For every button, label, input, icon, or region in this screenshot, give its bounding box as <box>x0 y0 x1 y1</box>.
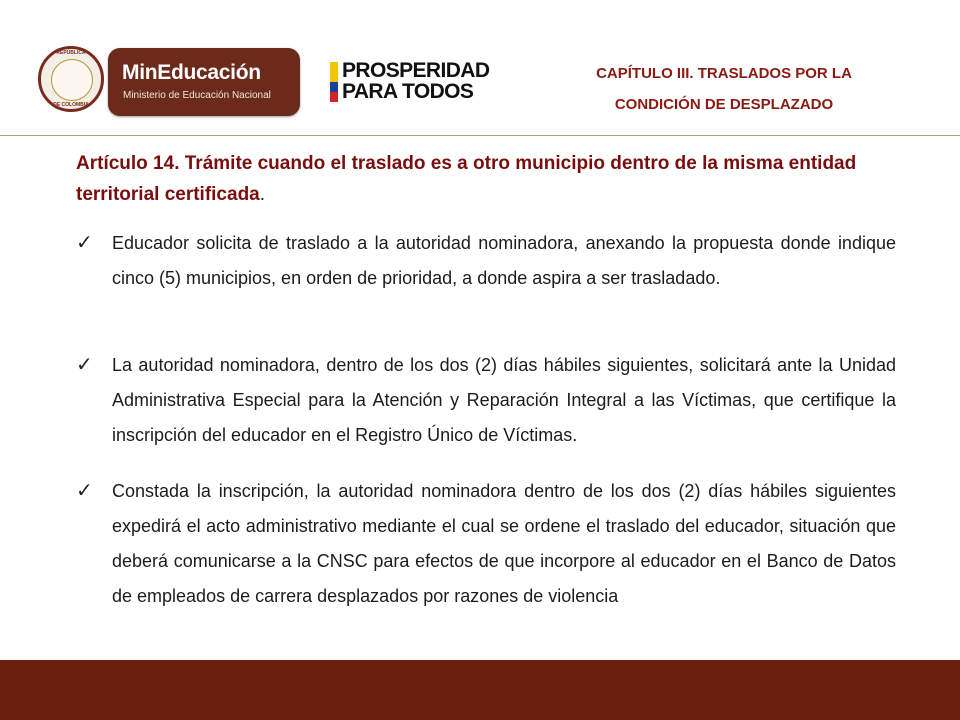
seal-emblem <box>51 59 93 101</box>
prosperidad-line2: PARA TODOS <box>342 80 474 103</box>
mineducacion-logo <box>108 48 300 116</box>
chapter-title-line2: CONDICIÓN DE DESPLAZADO <box>614 96 834 113</box>
seal-top-text: REPÚBLICA <box>56 50 86 56</box>
checkmark-icon: ✓ <box>76 354 93 376</box>
checkmark-icon: ✓ <box>76 480 93 502</box>
chapter-title <box>560 58 888 120</box>
prosperidad-line1: PROSPERIDAD <box>342 59 490 82</box>
list-item-text: Educador solicita de traslado a la autoridad nominadora, anexando la propuesta donde indique cinco (5) municipios, en orden de prioridad, a donde aspira a ser trasladado. <box>112 233 896 288</box>
list-item <box>76 226 896 296</box>
list-item-text: La autoridad nominadora, dentro de los dos (2) días hábiles siguientes, solicitará ante la Unidad Administrativa Especial para la Atención y Reparación Integral a las Víctimas, que certifique la inscripción del educador en el Registro Único de Víctimas. <box>112 355 896 445</box>
checkmark-icon: ✓ <box>76 232 93 254</box>
article-period: . <box>259 184 266 205</box>
article-heading <box>76 148 896 210</box>
slide-header <box>0 0 960 136</box>
colombian-flag-bar-icon <box>330 62 338 102</box>
brand-subtitle: Ministerio de Educación Nacional <box>123 90 271 101</box>
seal-bottom-text: DE COLOMBIA <box>53 102 89 108</box>
brand-title: MinEducación <box>122 61 261 84</box>
list-item <box>76 348 896 453</box>
list-item <box>76 474 896 614</box>
footer-bar <box>0 660 960 720</box>
list-item-text: Constada la inscripción, la autoridad nominadora dentro de los dos (2) días hábiles siguientes expedirá el acto administrativo mediante el cual se ordene el traslado del educador, situación que deberá comunicarse a la CNSC para efectos de que incorpore al educador en el Banco de Datos de empleados de carrera desplazados por razones de violencia <box>112 481 896 606</box>
coat-of-arms-seal-icon <box>38 46 104 112</box>
prosperidad-logo <box>342 60 489 102</box>
header-divider <box>0 135 960 136</box>
chapter-title-line1: CAPÍTULO III. TRASLADOS POR LA <box>596 65 852 82</box>
article-title: Artículo 14. Trámite cuando el traslado es a otro municipio dentro de la misma entidad territorial certificada <box>76 153 857 205</box>
